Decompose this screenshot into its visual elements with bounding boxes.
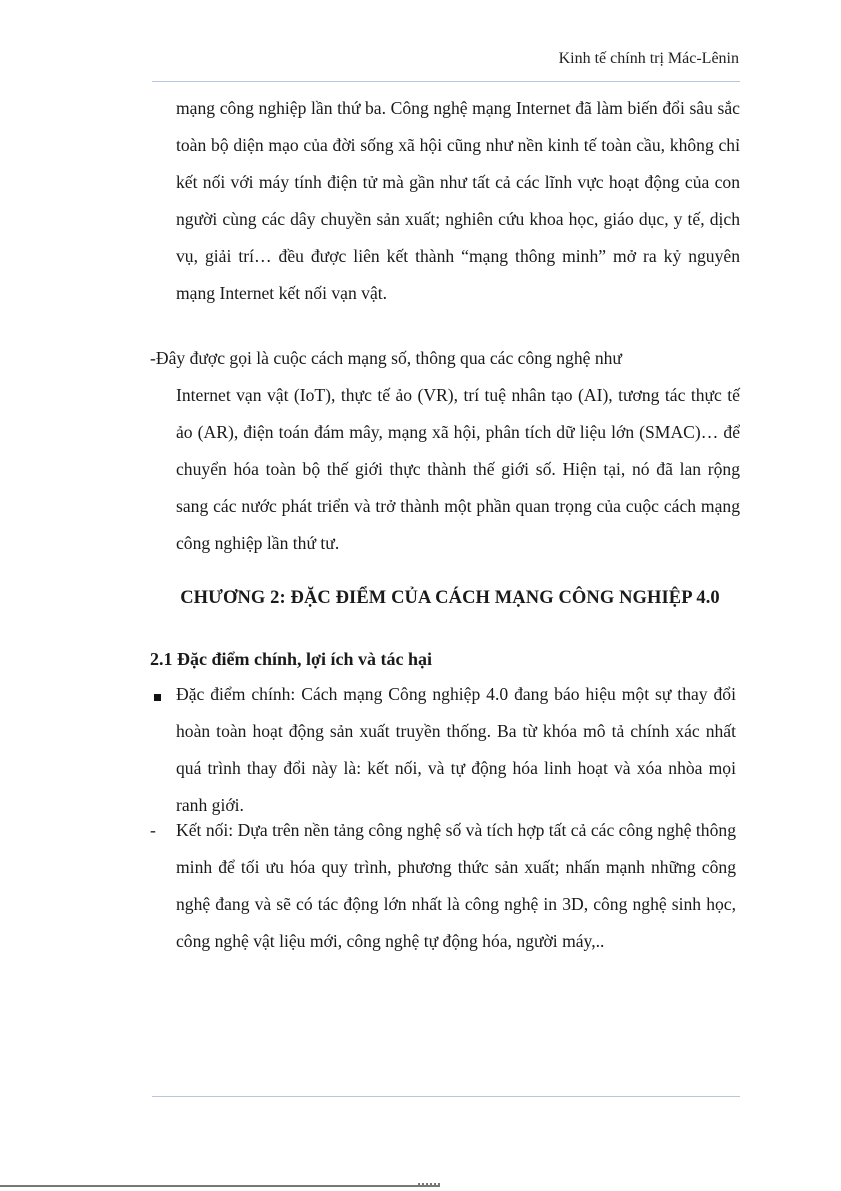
dash-bullet: -: [150, 820, 156, 840]
header-divider: [152, 81, 740, 82]
running-header: Kinh tế chính trị Mác-Lênin: [558, 50, 739, 67]
paragraph-continued: mạng công nghiệp lần thứ ba. Công nghệ mạng Internet đã làm biến đổi sâu sắc toàn bộ diện mạo của đời sống xã hội cũng như nền kinh tế toàn cầu, không chỉ kết nối với máy tính điện tử mà gần như tất cả các lĩnh vực hoạt động của con người cùng các dây chuyền sản xuất; nghiên cứu khoa học, giáo dục, y tế, dịch vụ, giải trí… đều được liên kết thành “mạng thông minh” mở ra kỷ nguyên mạng Internet kết nối vạn vật.: [176, 98, 740, 303]
paragraph-lead-line: -Đây được gọi là cuộc cách mạng số, thông qua các công nghệ như: [150, 348, 622, 368]
footer-divider: [152, 1096, 740, 1097]
section-title: 2.1 Đặc điểm chính, lợi ích và tác hại: [150, 649, 432, 669]
square-bullet-icon: [154, 694, 161, 701]
bullet-item-main-features: Đặc điểm chính: Cách mạng Công nghiệp 4.0 đang báo hiệu một sự thay đổi hoàn toàn hoạt động sản xuất truyền thống. Ba từ khóa mô tả chính xác nhất quá trình thay đổi này là: kết nối, và tự động hóa linh hoạt và xóa nhòa mọi ranh giới.: [176, 684, 736, 815]
dash-item-connection: Kết nối: Dựa trên nền tảng công nghệ số và tích hợp tất cả các công nghệ thông minh để tối ưu hóa quy trình, phương thức sản xuất; nhấn mạnh những công nghệ đang và sẽ có tác động lớn nhất là công nghệ in 3D, công nghệ sinh học, công nghệ vật liệu mới, công nghệ tự động hóa, người máy,..: [176, 820, 736, 951]
scan-edge-dots: [418, 1183, 440, 1187]
scan-edge-line: [0, 1185, 440, 1187]
paragraph-digital-revolution: Internet vạn vật (IoT), thực tế ảo (VR), trí tuệ nhân tạo (AI), tương tác thực tế ảo (AR), điện toán đám mây, mạng xã hội, phân tích dữ liệu lớn (SMAC)… để chuyển hóa toàn bộ thế giới thực thành thế giới số. Hiện tại, nó đã lan rộng sang các nước phát triển và trở thành một phần quan trọng của cuộc cách mạng công nghiệp lần thứ tư.: [176, 385, 740, 553]
chapter-title: CHƯƠNG 2: ĐẶC ĐIỂM CỦA CÁCH MẠNG CÔNG NGHIỆP 4.0: [180, 588, 720, 608]
